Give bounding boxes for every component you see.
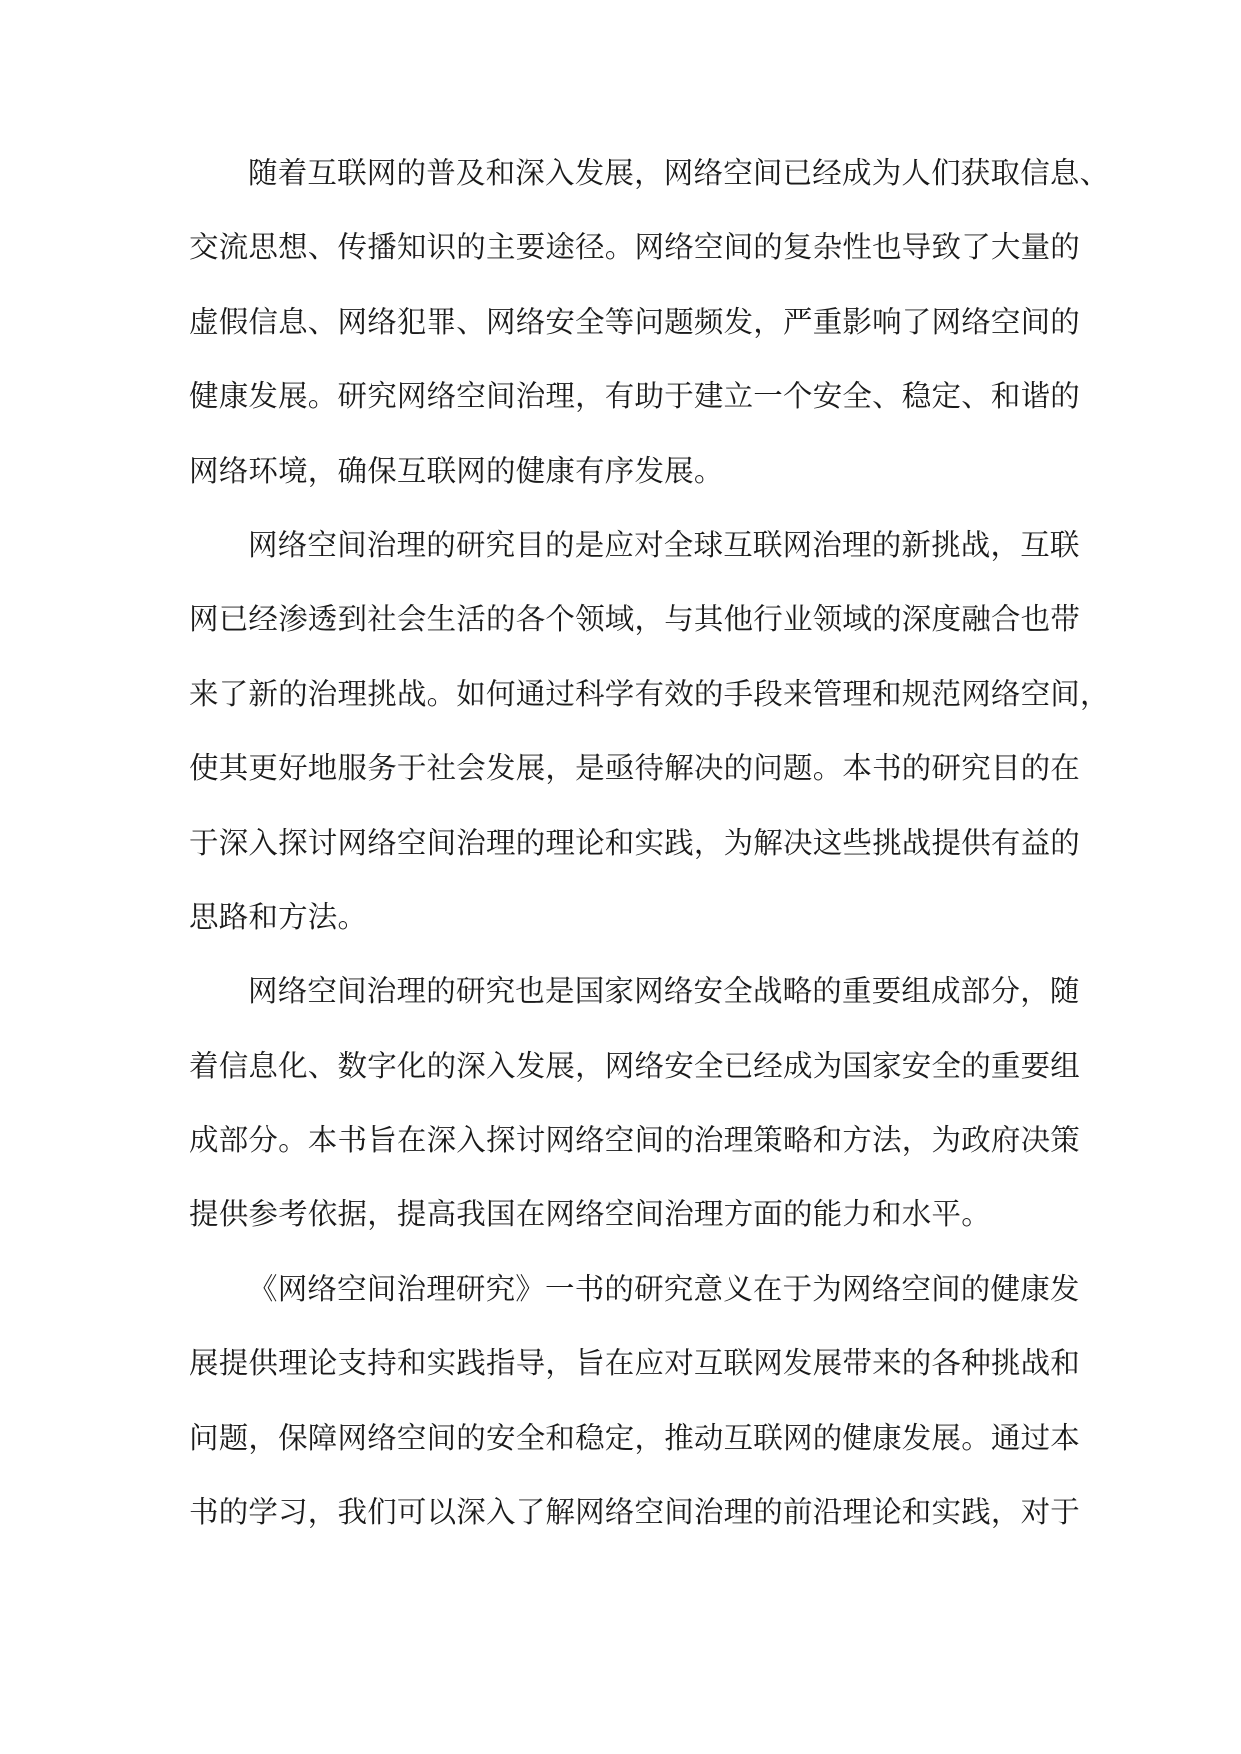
text-line: 使其更好地服务于社会发展，是亟待解决的问题。本书的研究目的在: [189, 751, 1081, 786]
text-line: 来了新的治理挑战。如何通过科学有效的手段来管理和规范网络空间，: [189, 676, 1110, 711]
text-line: 着信息化、数字化的深入发展，网络安全已经成为国家安全的重要组: [189, 1048, 1081, 1083]
text-line: 网络空间治理的研究目的是应对全球互联网治理的新挑战，互联: [248, 527, 1080, 562]
text-line: 《网络空间治理研究》一书的研究意义在于为网络空间的健康发: [248, 1271, 1080, 1306]
text-line: 随着互联网的普及和深入发展，网络空间已经成为人们获取信息、: [248, 156, 1110, 190]
text-line: 展提供理论支持和实践指导，旨在应对互联网发展带来的各种挑战和: [189, 1346, 1081, 1381]
text-line: 于深入探讨网络空间治理的理论和实践，为解决这些挑战提供有益的: [189, 825, 1081, 860]
paragraph: [189, 1252, 1081, 1550]
text-line: 交流思想、传播知识的主要途径。网络空间的复杂性也导致了大量的: [189, 230, 1081, 265]
text-line: 网已经渗透到社会生活的各个领域，与其他行业领域的深度融合也带: [189, 602, 1081, 637]
paragraph: [189, 954, 1081, 1252]
text-line: 成部分。本书旨在深入探讨网络空间的治理策略和方法，为政府决策: [189, 1123, 1081, 1158]
paragraph: [189, 136, 1110, 508]
text-line: 健康发展。研究网络空间治理，有助于建立一个安全、稳定、和谐的: [189, 379, 1081, 414]
text-line: 网络环境，确保互联网的健康有序发展。: [189, 453, 724, 488]
text-line: 书的学习，我们可以深入了解网络空间治理的前沿理论和实践，对于: [189, 1495, 1081, 1530]
paragraph: [189, 508, 1110, 954]
text-line: 提供参考依据，提高我国在网络空间治理方面的能力和水平。: [189, 1197, 991, 1232]
body-text: [189, 136, 1110, 1549]
text-line: 思路和方法。: [189, 899, 368, 934]
text-line: 问题，保障网络空间的安全和稳定，推动互联网的健康发展。通过本: [189, 1420, 1081, 1455]
text-line: 虚假信息、网络犯罪、网络安全等问题频发，严重影响了网络空间的: [189, 304, 1081, 339]
text-line: 网络空间治理的研究也是国家网络安全战略的重要组成部分，随: [248, 974, 1080, 1009]
